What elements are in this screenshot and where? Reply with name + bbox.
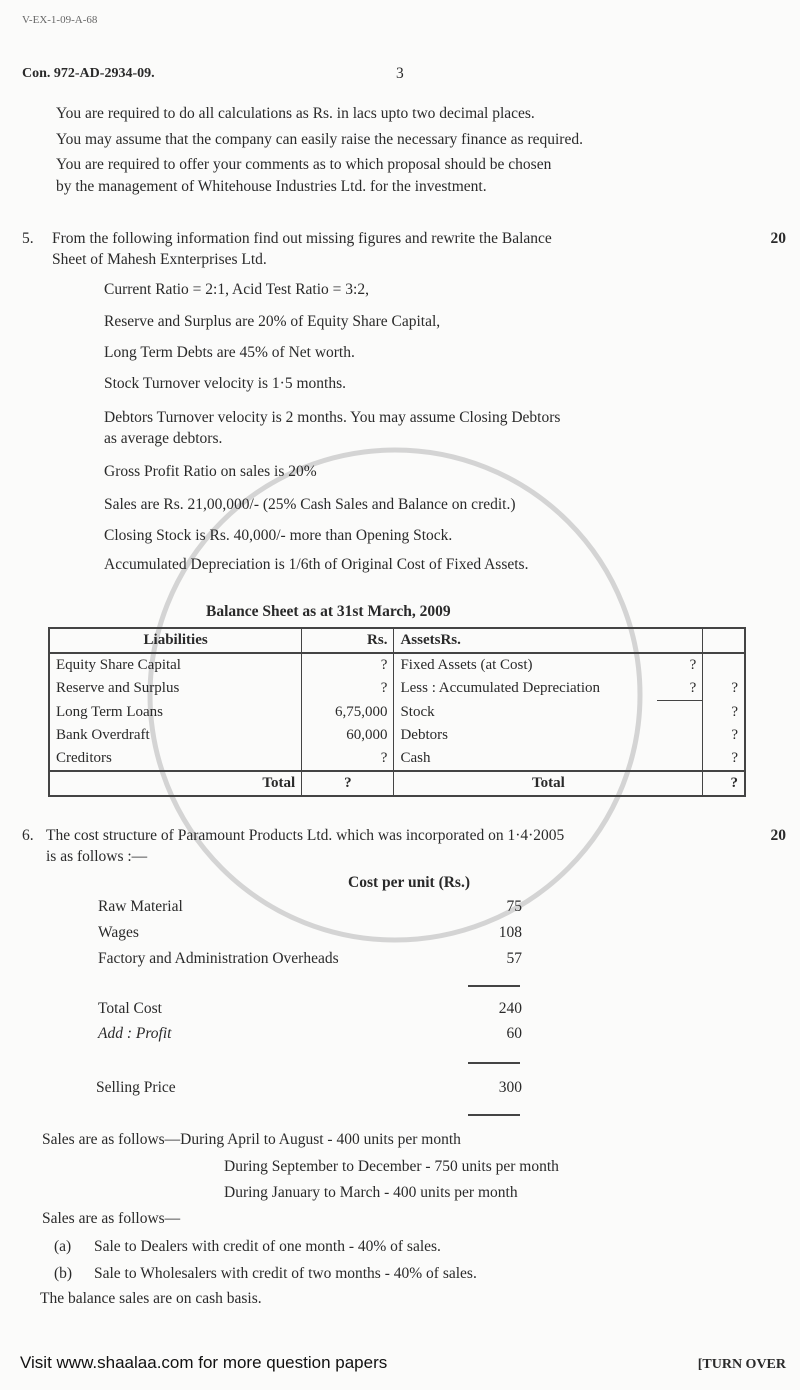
table-row bbox=[49, 677, 745, 701]
divider bbox=[468, 1114, 520, 1116]
condition: Closing Stock is Rs. 40,000/- more than Opening Stock. bbox=[104, 527, 453, 544]
q6-number: 6. bbox=[22, 827, 34, 844]
total-row bbox=[49, 771, 745, 796]
condition: Gross Profit Ratio on sales is 20% bbox=[104, 463, 317, 480]
cell: ? bbox=[302, 747, 394, 771]
balance-sheet-table bbox=[48, 627, 746, 797]
table-row bbox=[49, 701, 745, 725]
cost-label: Factory and Administration Overheads bbox=[98, 950, 339, 967]
q5-number: 5. bbox=[22, 230, 34, 247]
item-label: (a) bbox=[54, 1238, 72, 1255]
cell: ? bbox=[731, 727, 738, 743]
cell: 60,000 bbox=[302, 724, 394, 747]
cell: Total bbox=[394, 771, 703, 796]
cell: ? bbox=[731, 750, 738, 766]
cell bbox=[657, 701, 703, 725]
cell bbox=[657, 724, 703, 747]
q6-marks: 20 bbox=[770, 827, 786, 844]
cell: ? bbox=[703, 771, 745, 796]
cell: Debtors bbox=[400, 727, 448, 743]
turn-over: [TURN OVER bbox=[697, 1357, 786, 1372]
paper-code: V-EX-1-09-A-68 bbox=[22, 14, 98, 26]
cost-value: 75 bbox=[506, 898, 522, 915]
condition: Stock Turnover velocity is 1·5 months. bbox=[104, 375, 346, 392]
cell: ? bbox=[657, 677, 703, 701]
cost-value: 240 bbox=[498, 1000, 522, 1017]
table-header bbox=[49, 628, 745, 653]
header-liabilities: Liabilities bbox=[49, 628, 302, 653]
cost-value: 300 bbox=[498, 1079, 522, 1096]
q5-text: Sheet of Mahesh Exnterprises Ltd. bbox=[52, 251, 267, 268]
table-row bbox=[49, 724, 745, 747]
cell: Reserve and Surplus bbox=[49, 677, 302, 701]
sales-line: During January to March - 400 units per month bbox=[224, 1184, 518, 1201]
header-blank bbox=[657, 628, 703, 653]
condition: Debtors Turnover velocity is 2 months. You may assume Closing Debtors bbox=[104, 409, 561, 426]
cell bbox=[657, 747, 703, 771]
condition: Accumulated Depreciation is 1/6th of Original Cost of Fixed Assets. bbox=[104, 556, 529, 573]
intro-line: You are required to do all calculations as Rs. in lacs upto two decimal places. bbox=[56, 105, 535, 122]
divider bbox=[468, 985, 520, 987]
q6-text: is as follows :— bbox=[46, 848, 148, 865]
cost-header: Cost per unit (Rs.) bbox=[348, 874, 470, 891]
cost-label: Total Cost bbox=[98, 1000, 162, 1017]
item-label: (b) bbox=[54, 1265, 73, 1282]
balance-sheet-title: Balance Sheet as at 31st March, 2009 bbox=[206, 603, 451, 620]
cell: Long Term Loans bbox=[49, 701, 302, 725]
cell: ? bbox=[657, 653, 703, 677]
table-row bbox=[49, 747, 745, 771]
cell: Fixed Assets (at Cost) bbox=[400, 657, 533, 673]
cost-label: Add : Profit bbox=[98, 1025, 172, 1042]
cell: Bank Overdraft bbox=[49, 724, 302, 747]
cell: ? bbox=[731, 680, 738, 697]
cell: ? bbox=[731, 703, 738, 720]
cost-label: Wages bbox=[98, 924, 139, 941]
intro-line: by the management of Whitehouse Industries Ltd. for the investment. bbox=[56, 178, 487, 195]
cell: Equity Share Capital bbox=[49, 653, 302, 677]
q6-text: The cost structure of Paramount Products Ltd. which was incorporated on 1·4·2005 bbox=[46, 827, 565, 844]
header-blank bbox=[703, 628, 745, 653]
cell: ? bbox=[302, 653, 394, 677]
footer-visit: Visit www.shaalaa.com for more question papers bbox=[20, 1353, 388, 1372]
item-text: Sale to Wholesalers with credit of two months - 40% of sales. bbox=[94, 1265, 477, 1282]
cell: Less : Accumulated Depreciation bbox=[400, 680, 600, 697]
cost-value: 108 bbox=[498, 924, 522, 941]
cell: Cash bbox=[400, 750, 431, 766]
sales-line: Sales are as follows— bbox=[42, 1210, 181, 1227]
q5-text: From the following information find out missing figures and rewrite the Balance bbox=[52, 230, 552, 247]
condition: Current Ratio = 2:1, Acid Test Ratio = 3:2, bbox=[104, 281, 369, 298]
cell: ? bbox=[302, 677, 394, 701]
condition: Long Term Debts are 45% of Net worth. bbox=[104, 344, 355, 361]
sales-line: Sales are as follows—During April to August - 400 units per month bbox=[42, 1131, 461, 1148]
cell: 6,75,000 bbox=[302, 701, 394, 725]
cell: ? bbox=[302, 771, 394, 796]
header-rs: Rs. bbox=[302, 628, 394, 653]
condition: Reserve and Surplus are 20% of Equity Share Capital, bbox=[104, 313, 441, 330]
header-assets: AssetsRs. bbox=[394, 628, 657, 653]
con-number: Con. 972-AD-2934-09. bbox=[22, 66, 155, 81]
item-text: Sale to Dealers with credit of one month - 40% of sales. bbox=[94, 1238, 441, 1255]
balance-line: The balance sales are on cash basis. bbox=[40, 1290, 262, 1307]
condition: Sales are Rs. 21,00,000/- (25% Cash Sales and Balance on credit.) bbox=[104, 496, 516, 513]
cost-value: 60 bbox=[506, 1025, 522, 1042]
divider bbox=[468, 1062, 520, 1064]
q5-marks: 20 bbox=[770, 230, 786, 247]
cell: Creditors bbox=[49, 747, 302, 771]
table-row bbox=[49, 653, 745, 677]
cell: Total bbox=[49, 771, 302, 796]
cost-label: Selling Price bbox=[96, 1079, 176, 1096]
cell: Stock bbox=[400, 703, 435, 720]
cost-value: 57 bbox=[506, 950, 522, 967]
cell bbox=[703, 653, 745, 677]
intro-line: You may assume that the company can easily raise the necessary finance as required. bbox=[56, 131, 583, 148]
page-number: 3 bbox=[396, 65, 404, 82]
cost-label: Raw Material bbox=[98, 898, 183, 915]
condition: as average debtors. bbox=[104, 430, 223, 447]
sales-line: During September to December - 750 units per month bbox=[224, 1158, 559, 1175]
intro-line: You are required to offer your comments as to which proposal should be chosen bbox=[56, 156, 552, 173]
